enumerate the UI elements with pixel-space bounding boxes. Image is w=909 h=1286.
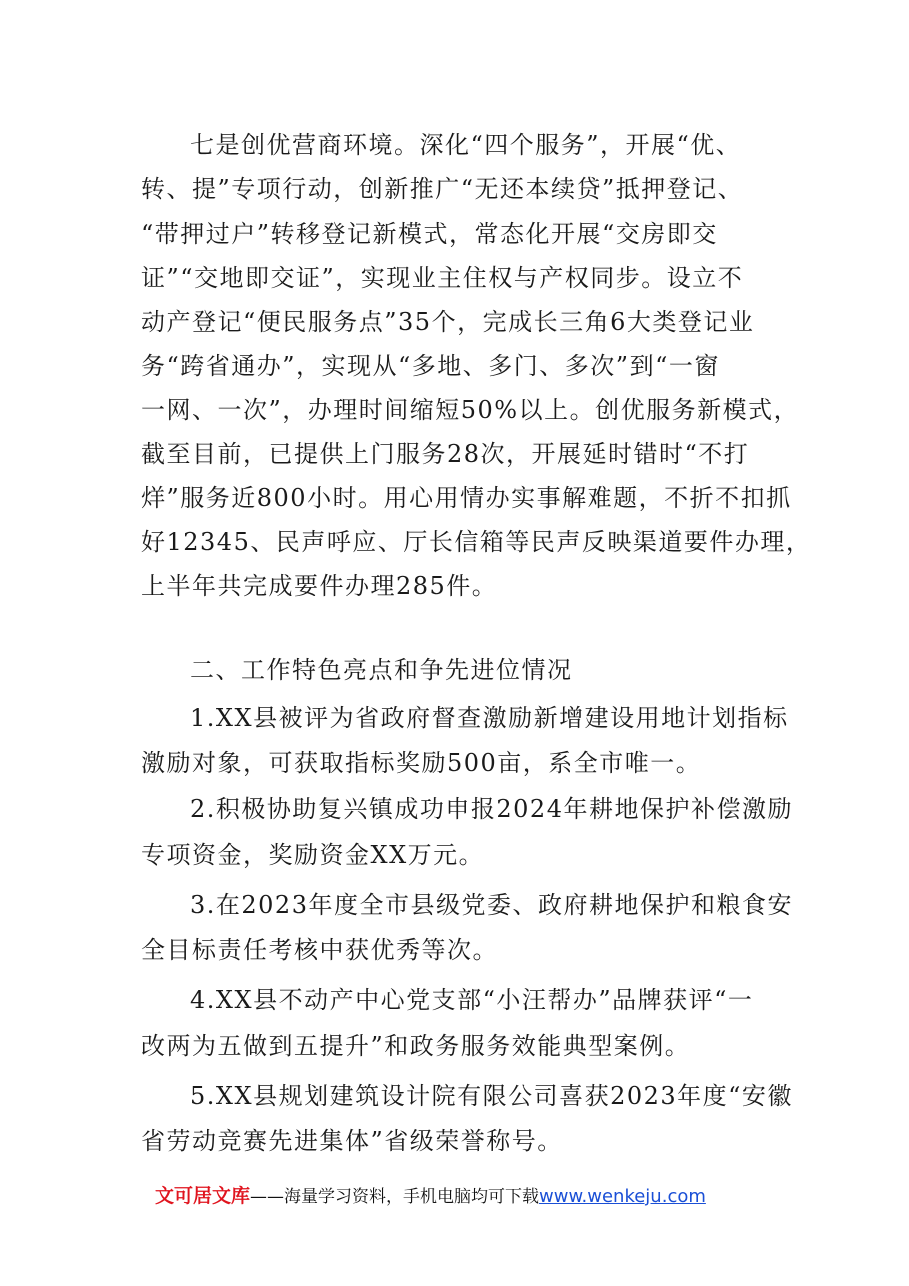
paragraph-1-line-4: 证”“交地即交证”，实现业主住权与产权同步。设立不 (141, 264, 744, 292)
footer-url-link[interactable]: www.wenkeju.com (539, 1186, 706, 1207)
footer-brand: 文可居文库 (155, 1185, 251, 1207)
paragraph-1-line-2: 转、提”专项行动，创新推广“无还本续贷”抵押登记、 (141, 175, 744, 203)
paragraph-1-line-5: 动产登记“便民服务点”35个，完成长三角6大类登记业 (141, 308, 755, 336)
item-5-line-1: 5.XX县规划建筑设计院有限公司喜获2023年度“安徽 (190, 1082, 793, 1110)
item-5-line-2: 省劳动竞赛先进集体”省级荣誉称号。 (141, 1127, 563, 1155)
paragraph-1-line-3: “带押过户”转移登记新模式，常态化开展“交房即交 (141, 220, 718, 248)
item-1-line-2: 激励对象，可获取指标奖励500亩，系全市唯一。 (141, 749, 702, 777)
item-3-line-1: 3.在2023年度全市县级党委、政府耕地保护和粮食安 (190, 891, 793, 919)
footer-description: ——海量学习资料，手机电脑均可下载 (250, 1187, 540, 1207)
paragraph-1-line-10: 好12345、民声呼应、厅长信箱等民声反映渠道要件办理， (141, 528, 812, 556)
paragraph-1-line-1: 七是创优营商环境。深化“四个服务”，开展“优、 (190, 131, 742, 159)
item-2-line-2: 专项资金，奖励资金XX万元。 (141, 841, 485, 869)
paragraph-1-line-6: 务“跨省通办”，实现从“多地、多门、多次”到“一窗 (141, 352, 720, 380)
item-4-line-2: 改两为五做到五提升”和政务服务效能典型案例。 (141, 1032, 691, 1060)
paragraph-1-line-9: 烊”服务近800小时。用心用情办实事解难题，不折不扣抓 (141, 484, 792, 512)
paragraph-1-line-11: 上半年共完成要件办理285件。 (141, 572, 498, 600)
paragraph-1-line-8: 截至目前，已提供上门服务28次，开展延时错时“不打 (141, 440, 750, 468)
item-1-line-1: 1.XX县被评为省政府督查激励新增建设用地计划指标 (190, 704, 789, 732)
item-4-line-1: 4.XX县不动产中心党支部“小汪帮办”品牌获评“一 (190, 986, 754, 1014)
footer-watermark (155, 1183, 706, 1209)
paragraph-1-line-7: 一网、一次”，办理时间缩短50%以上。创优服务新模式， (141, 396, 800, 424)
item-2-line-1: 2.积极协助复兴镇成功申报2024年耕地保护补偿激励 (190, 795, 793, 823)
item-3-line-2: 全目标责任考核中获优秀等次。 (141, 936, 498, 964)
section-heading: 二、工作特色亮点和争先进位情况 (190, 656, 573, 684)
